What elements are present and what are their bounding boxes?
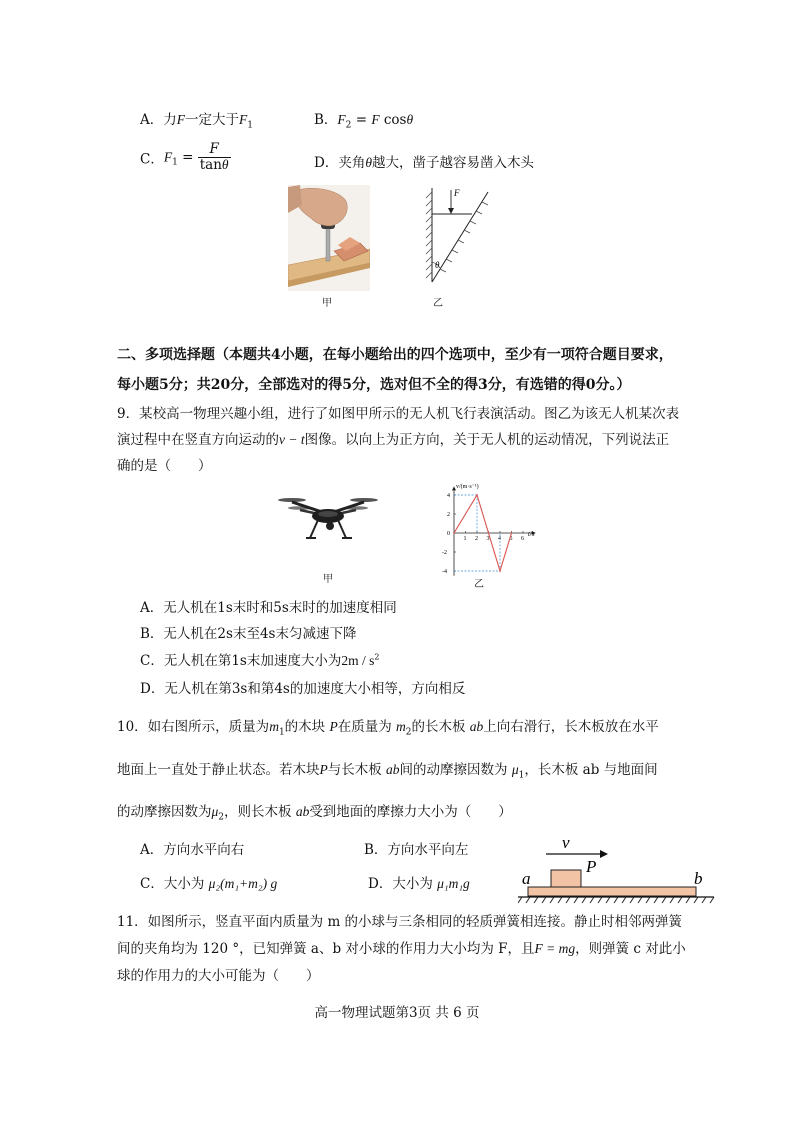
force-label: F — [454, 188, 460, 198]
fraction: $\frac{F}{\tan\theta}$ — [199, 141, 229, 173]
vt-data-point — [453, 532, 455, 534]
figure1-caption-right: 乙 — [433, 298, 443, 309]
vt-data-point — [499, 570, 501, 572]
q10-option-d: D．大小为 μ₁m₁g — [368, 876, 470, 892]
q10-option-a: A．方向水平向右 — [140, 842, 245, 858]
vt-x-axis-label: t/s — [528, 530, 535, 538]
q9-stem-line3: 确的是（ ） — [117, 458, 212, 474]
q9-stem-line2: 演过程中在竖直方向运动的v − t图像。以向上为正方向，关于无人机的运动情况，下列说法正 — [117, 432, 670, 448]
page-footer: 高一物理试题第3页 共 6 页 — [314, 1005, 480, 1021]
block-board-figure — [518, 828, 718, 904]
vt-x-tick-label: 6 — [521, 536, 524, 542]
q9-option-d: D．无人机在第3s和第4s的加速度大小相等，方向相反 — [140, 681, 466, 697]
vt-graph — [440, 480, 550, 580]
block-label: P — [586, 857, 597, 876]
board-end-b-label: b — [694, 869, 703, 888]
vt-data-point — [476, 494, 478, 496]
section-heading-line1: 二、多项选择题（本题共4小题，在每小题给出的四个选项中，至少有一项符合题目要求， — [117, 347, 673, 363]
vt-y-tick-label: -4 — [442, 569, 447, 575]
section-heading-line2: 每小题5分；共20分，全部选对的得5分，选对但不全的得3分，有选错的得0分。） — [117, 377, 631, 393]
q9-option-a: A．无人机在1s末时和5s末时的加速度相同 — [140, 600, 397, 616]
q11-stem-line1: 11．如图所示，竖直平面内质量为 m 的小球与三条相同的轻质弹簧相连接。静止时相邻两弹簧 — [117, 914, 683, 930]
vt-x-tick-label: 3 — [486, 536, 490, 542]
velocity-label: v — [562, 833, 570, 852]
vt-y-tick-label: -2 — [442, 550, 447, 556]
vt-y-tick-label: 2 — [447, 512, 450, 518]
figure1-caption-left: 甲 — [322, 298, 332, 309]
force-diagram — [418, 184, 508, 294]
q8-option-a: A．力F一定大于$F_1$ — [140, 112, 253, 131]
q11-stem-line2: 间的夹角均为 120 °，已知弹簧 a、b 对小球的作用力大小均为 F，且F = mg，则弹簧 c 对此小 — [117, 941, 686, 957]
q8-option-d: D．夹角θ越大，凿子越容易凿入木头 — [314, 155, 534, 171]
chisel-photo — [288, 185, 370, 291]
q10-stem-line2: 地面上一直处于静止状态。若木块P与长木板 ab间的动摩擦因数为 $\mu_1$，长木板 ab 与地面间 — [117, 762, 658, 781]
vt-x-tick-label: 5 — [509, 536, 513, 542]
vt-x-tick-label: 2 — [475, 536, 478, 542]
q10-option-b: B．方向水平向左 — [364, 842, 469, 858]
q10-stem-line1: 10．如右图所示，质量为$m_1$的木块 P在质量为 $m_2$的长木板 ab上向右滑行，长木板放在水平 — [117, 719, 659, 738]
q9-caption-left: 甲 — [323, 574, 333, 585]
q9-stem-line1: 9．某校高一物理兴趣小组，进行了如图甲所示的无人机飞行表演活动。图乙为该无人机某次表 — [117, 406, 680, 422]
vt-x-tick-label: 4 — [498, 536, 501, 542]
vt-data-point — [511, 532, 513, 534]
q8-option-c: C．$F_1$ = $\frac{F}{\tan\theta}$ — [140, 141, 229, 173]
vt-y-tick-label: 4 — [447, 493, 450, 499]
vt-y-tick-label: 0 — [447, 531, 450, 537]
vt-y-axis-label: v/(m·s⁻¹) — [456, 484, 479, 490]
drone-image — [278, 490, 378, 544]
q9-option-b: B．无人机在2s末至4s末匀减速下降 — [140, 626, 357, 642]
q10-option-c: C．大小为 μ₂(m₁+m₂) g — [140, 876, 278, 892]
q9-option-c: C．无人机在第1s末加速度大小为$2m / s^2$ — [140, 652, 380, 669]
q10-stem-line3: 的动摩擦因数为$\mu_2$，则长木板 ab受到地面的摩擦力大小为（ ） — [117, 804, 512, 823]
board-end-a-label: a — [522, 869, 531, 888]
q8-option-b: B．$F_2 = F$ cosθ — [314, 112, 414, 131]
q11-stem-line3: 球的作用力的大小可能为（ ） — [117, 968, 320, 984]
q9-caption-right: 乙 — [474, 579, 484, 590]
vt-x-tick-label: 1 — [463, 536, 467, 542]
angle-label: θ — [435, 260, 440, 270]
